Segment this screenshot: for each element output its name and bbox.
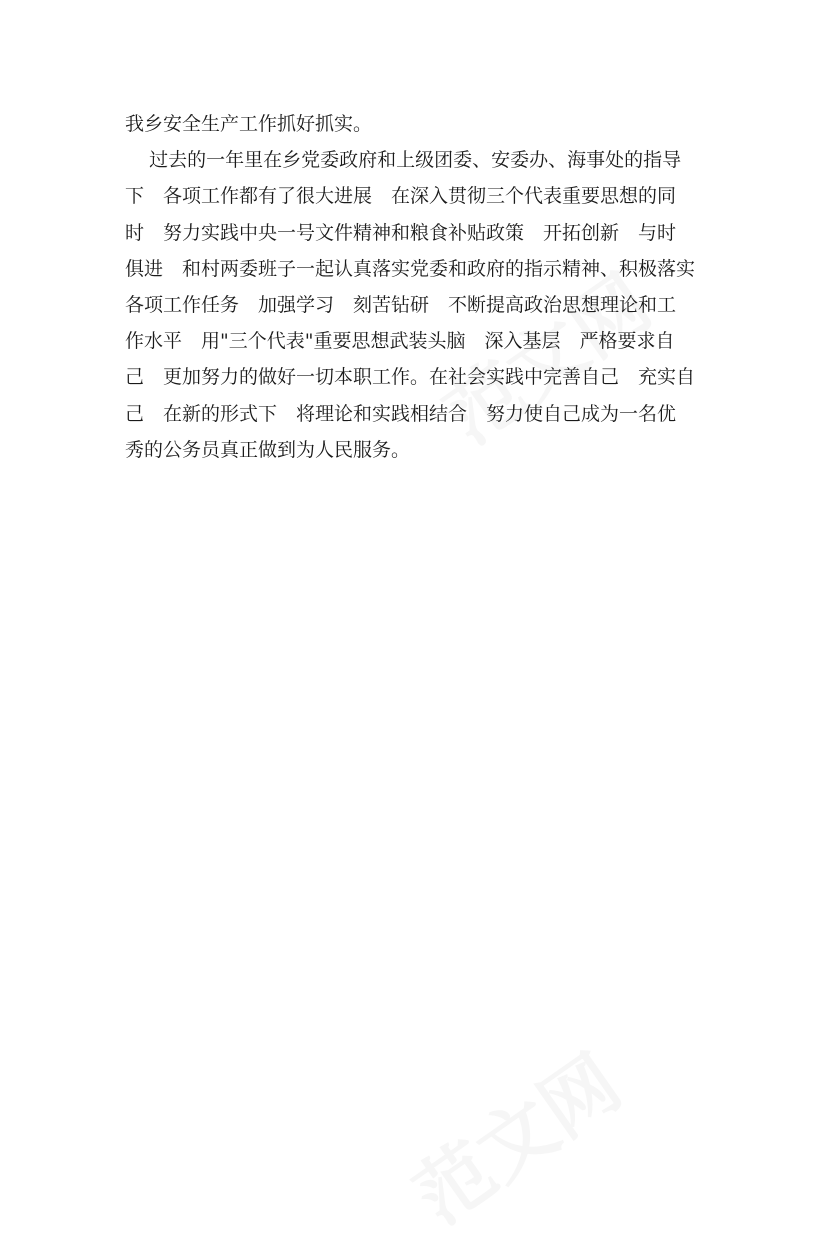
text-line: 秀的公务员真正做到为人民服务。 — [125, 438, 411, 461]
text-line: 作水平 用"三个代表"重要思想武装头脑 深入基层 严格要求自 — [125, 330, 675, 353]
text-line: 己 在新的形式下 将理论和实践相结合 努力使自己成为一名优 — [125, 402, 677, 425]
text-line: 过去的一年里在乡党委政府和上级团委、安委办、海事处的指导 — [125, 149, 682, 172]
text-line: 下 各项工作都有了很大进展 在深入贯彻三个代表重要思想的同 — [125, 185, 677, 208]
text-line: 我乡安全生产工作抓好抓实。 — [125, 113, 373, 135]
body-text — [125, 106, 710, 468]
text-line: 俱进 和村两委班子一起认真落实党委和政府的指示精神、积极落实 — [125, 257, 696, 280]
text-line: 时 努力实践中央一号文件精神和粮食补贴政策 开拓创新 与时 — [125, 221, 677, 244]
text-line: 己 更加努力的做好一切本职工作。在社会实践中完善自己 充实自 — [125, 366, 696, 389]
watermark-bottom — [389, 1024, 638, 1244]
text-line: 各项工作任务 加强学习 刻苦钻研 不断提高政治思想理论和工 — [125, 293, 677, 316]
